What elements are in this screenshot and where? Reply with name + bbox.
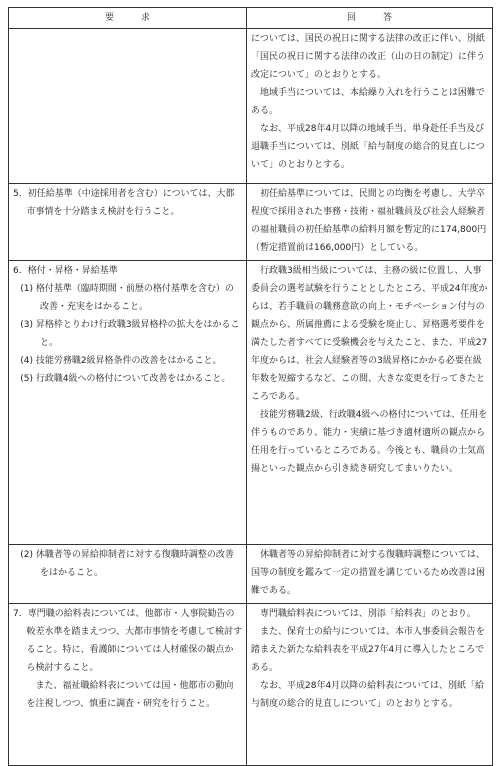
request-item: また、福祉職給料表については国・他都市の動向を注視しつつ、慎重に調査・研究を行うこと。 <box>26 681 234 709</box>
answer-cell <box>247 604 493 766</box>
request-item: 7．専門職の給料表については、他都市・人事院勧告の較差水準を踏まえつつ、大都市事情を考慮して検討すること。特に、看護師については人材確保の観点から検討すること。 <box>13 609 242 673</box>
table-row <box>9 184 493 261</box>
answer-paragraph: については、国民の祝日に関する法律の改正に伴い、別紙「国民の祝日に関する法律の改正（山の日の制定）に伴う改定について」のとおりとする。 <box>251 34 486 80</box>
answer-paragraph: 技能労務職2級、行政職4級への格付については、任用を伴うものであり、能力・実績に基づき適材適所の観点から任用を行っているところである。今後とも、職員の士気高揚といった観点から引き続き研究してまいりたい。 <box>251 410 488 474</box>
request-subitem: (4) 技能労務職2級昇格条件の改善をはかること。 <box>20 356 222 366</box>
answer-paragraph: 初任給基準については、民間との均衡を考慮し、大学卒程度で採用された事務・技術・福祉職員及び社会人経験者の福祉職員の初任給基準の給料月額を暫定的に174,800円（暫定措置前は166,000円）としている。 <box>251 189 487 253</box>
answer-paragraph: 地域手当については、本給繰り入れを行うことは困難である。 <box>251 88 485 116</box>
request-cell <box>9 29 247 184</box>
table-row <box>9 261 493 545</box>
request-item: 5．初任給基準（中途採用者を含む）については、大都市事情を十分踏まえ検討を行うこと。 <box>13 189 235 217</box>
request-subitem: (2) 休職者等の昇給抑制者に対する復職時調整の改善をはかること。 <box>20 550 234 578</box>
answer-paragraph: 行政職3級相当級については、主務の級に位置し、人事委員会の選考試験を行うこととしたところ、平成24年度からは、若手職員の職務意欲の向上・モチベーション付与の観点から、所属推薦による受験を廃止し、昇格選考要件を満たした者すべてに受験機会を与えたこと、また、平成27年度からは、社会人経験者等の3級昇格にかかる必要在級年数を短縮するなど、この間、大きな変更を行ってきたところである。 <box>251 266 488 402</box>
table-header-row <box>9 8 493 29</box>
request-column-header: 要 求 <box>9 8 247 29</box>
answer-paragraph: なお、平成28年4月以降の地域手当、単身赴任手当及び退職手当については、別紙「給与制度の総合的見直しについて」のとおりとする。 <box>251 124 485 170</box>
request-cell <box>9 184 247 261</box>
answer-cell <box>247 184 493 261</box>
request-subitem: (5) 行政職4級への格付について改善をはかること。 <box>20 374 231 384</box>
answer-paragraph: また、保育士の給与については、本市人事委員会報告を踏まえた新たな給料表を平成27年4月に導入したところである。 <box>251 627 485 673</box>
request-heading: 6．格付・昇格・昇給基準 <box>13 266 118 276</box>
request-subitem: (3) 昇格枠とりわけ行政職3級昇格枠の拡大をはかること。 <box>20 320 240 348</box>
answer-paragraph: なお、平成28年4月以降の給料表については、別紙「給与制度の総合的見直しについて」のとおりとする。 <box>251 681 484 709</box>
answer-cell <box>247 261 493 545</box>
table-row <box>9 604 493 766</box>
request-answer-table <box>8 7 493 766</box>
request-cell <box>9 545 247 604</box>
table-row <box>9 545 493 604</box>
table-row <box>9 29 493 184</box>
request-subitem: (1) 格付基準（臨時期間・前歴の格付基準を含む）の改善・充実をはかること。 <box>20 284 234 312</box>
answer-column-header: 回 答 <box>247 8 493 29</box>
answer-paragraph: 休職者等の昇給抑制者に対する復職時調整については、国等の制度を鑑みて一定の措置を講じているため改善は困難である。 <box>251 550 486 596</box>
request-cell <box>9 261 247 545</box>
answer-cell <box>247 545 493 604</box>
answer-cell <box>247 29 493 184</box>
request-cell <box>9 604 247 766</box>
answer-paragraph: 専門職給料表については、別添「給料表」のとおり。 <box>260 609 476 619</box>
